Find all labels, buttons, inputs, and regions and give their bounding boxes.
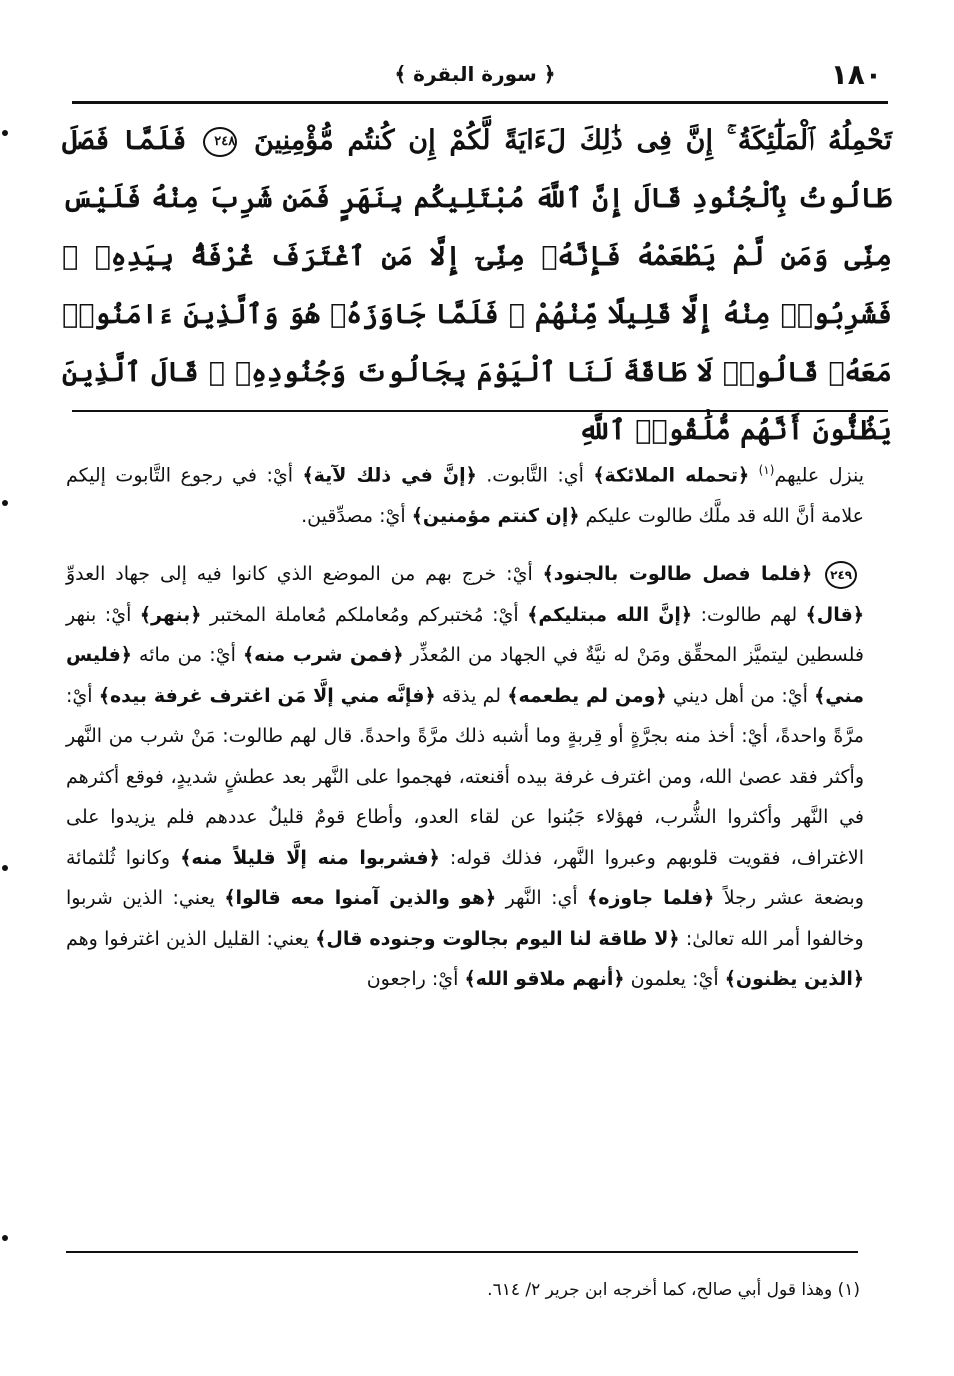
commentary-text: أيْ: يعلمون [624,968,719,991]
commentary-text: أيْ: راجعون [366,968,459,991]
quoted-verse: ﴿فشربوا منه إلَّا قليلاً منه﴾ [180,846,440,869]
quoted-verse: ﴿فليس مني﴾ [66,644,865,707]
commentary-paragraph-248 [66,450,864,536]
quoted-verse: ﴿فلما فصل طالوت بالجنود﴾ [542,563,813,586]
commentary-text: لم يذقه [435,684,502,707]
commentary-text: أيْ: مُختبركم ومُعاملكم مُعاملة المختبر [201,603,519,626]
commentary-text: أيْ: من مائه [131,644,236,667]
commentary-text: أي: التَّابوت. [476,464,584,487]
ayah-number-249: ٢٤٩ [825,561,857,589]
quoted-verse: ﴿إنَّ الله مبتليكم﴾ [527,603,693,626]
margin-mark [2,865,8,871]
quoted-verse: ﴿إنَّ في ذلك لآية﴾ [302,464,477,487]
commentary [66,450,864,1000]
quoted-verse: ﴿قال﴾ [805,603,864,626]
header-rule [72,101,888,104]
commentary-text: أيْ: من أهل ديني [666,684,808,707]
margin-mark [2,500,8,506]
verse-249-text: فَلَمَّا فَصَلَ طَالُوتُ بِٱلْجُنُودِ قَالَ إِنَّ ٱللَّهَ مُبْتَلِيكُم بِنَهَرٍ فَمَن شَرِبَ مِنْهُ فَلَيْسَ مِنِّى وَمَن لَّمْ يَطْعَمْهُ فَإِنَّهُۥ مِنِّىٓ إِلَّا مَنِ ٱغْتَرَفَ غُرْفَةًۢ بِيَدِهِۦ ۚ فَشَرِبُوا۟ مِنْهُ إِلَّا قَلِيلًا مِّنْهُمْ ۚ فَلَمَّا جَاوَزَهُۥ هُوَ وَٱلَّذِينَ ءَامَنُوا۟ مَعَهُۥ قَالُوا۟ لَا طَاقَةَ لَنَا ٱلْيَوْمَ بِجَالُوتَ وَجُنُودِهِۦ ۚ قَالَ ٱلَّذِينَ يَظُنُّونَ أَنَّهُم مُّلَٰقُوا۟ ٱللَّهِ [62,125,892,446]
quoted-verse: ﴿أنهم ملاقو الله﴾ [464,968,625,991]
section-rule [72,410,888,412]
quran-text [62,112,892,460]
commentary-text: لهم طالوت: [692,603,798,626]
page-number: ١٨٠ [830,58,882,91]
quoted-verse: ﴿فإنَّه مني إلَّا مَن اغترف غرفة بيده﴾ [98,684,436,707]
quoted-verse: ﴿هو والذين آمنوا معه قالوا﴾ [224,887,497,910]
commentary-text: ينزل عليهم [774,464,864,487]
commentary-paragraph-249 [66,554,864,1000]
commentary-text: أيْ: خرج بهم من الموضع الذي كانوا فيه إلى جهاد العدوِّ [66,563,533,586]
surah-title: ﴿ سورة البقرة ﴾ [394,62,556,86]
footnote-ref: (١) [758,463,775,477]
commentary-text: وكانوا ثُلثمائة وبضعة عشر رجلاً [66,846,864,910]
quoted-verse: ﴿ومن لم يطعمه﴾ [507,684,667,707]
margin-mark [2,130,8,136]
footnote: (١) وهذا قول أبي صالح، كما أخرجه ابن جرير ٢/ ٦١٤. [487,1280,860,1300]
quoted-verse: ﴿إن كنتم مؤمنين﴾ [411,504,580,527]
ayah-number-248: ٢٤٨ [203,127,237,157]
margin-mark [2,1235,8,1241]
quoted-verse: ﴿فلما جاوزه﴾ [587,887,715,910]
quoted-verse: ﴿لا طاقة لنا اليوم بجالوت وجنوده قال﴾ [315,927,680,950]
commentary-text: يعني: الذين شربوا وخالفوا أمر الله تعالىٰ: [66,887,864,950]
quoted-verse: ﴿فمن شرب منه﴾ [242,644,404,667]
commentary-text: أيْ: بنهر فلسطين ليتميَّز المحقِّق ومَنْ له نيَّةٌ في الجهاد من المُعذِّر [66,603,864,667]
commentary-text: أي: النَّهر [496,887,578,910]
quoted-verse: ﴿تحمله الملائكة﴾ [593,464,750,487]
commentary-text: أيْ: مرَّةً واحدةً، أيْ: أخذ منه بجرَّةٍ أو قِربةٍ وما أشبه ذلك مرَّةً واحدةً. قال لهم طالوت: مَنْ شرب من النَّهر وأكثر فقد عصىٰ الله، ومن اغترف غرفة بيده أقنعته، فهجموا على النَّهر بعد عطشٍ شديدٍ، فوقع أكثرهم في النَّهر وأكثروا الشُّرب، فهؤلاء جَبُنوا عن لقاء العدو، وأطاع قومٌ قليلٌ عددهم فلم يزيدوا على الاغتراف، فقويت قلوبهم وعبروا النَّهر، فذلك قوله: [66,684,864,869]
quoted-verse: ﴿الذين يظنون﴾ [724,968,864,991]
commentary-text: أيْ: في رجوع التَّابوت إليكم علامة أنَّ الله قد ملَّك طالوت عليكم [66,464,864,527]
commentary-text: يعني: القليل الذين اغترفوا وهم [66,927,309,950]
quoted-verse: ﴿بنهر﴾ [139,603,202,626]
commentary-text: أيْ: مصدِّقين. [301,504,406,527]
footnote-rule [66,1251,858,1253]
verse-248-text: تَحْمِلُهُ ٱلْمَلَٰٓئِكَةُ ۚ إِنَّ فِى ذَٰلِكَ لَءَايَةً لَّكُمْ إِن كُنتُم مُّؤْمِنِينَ [253,125,892,156]
